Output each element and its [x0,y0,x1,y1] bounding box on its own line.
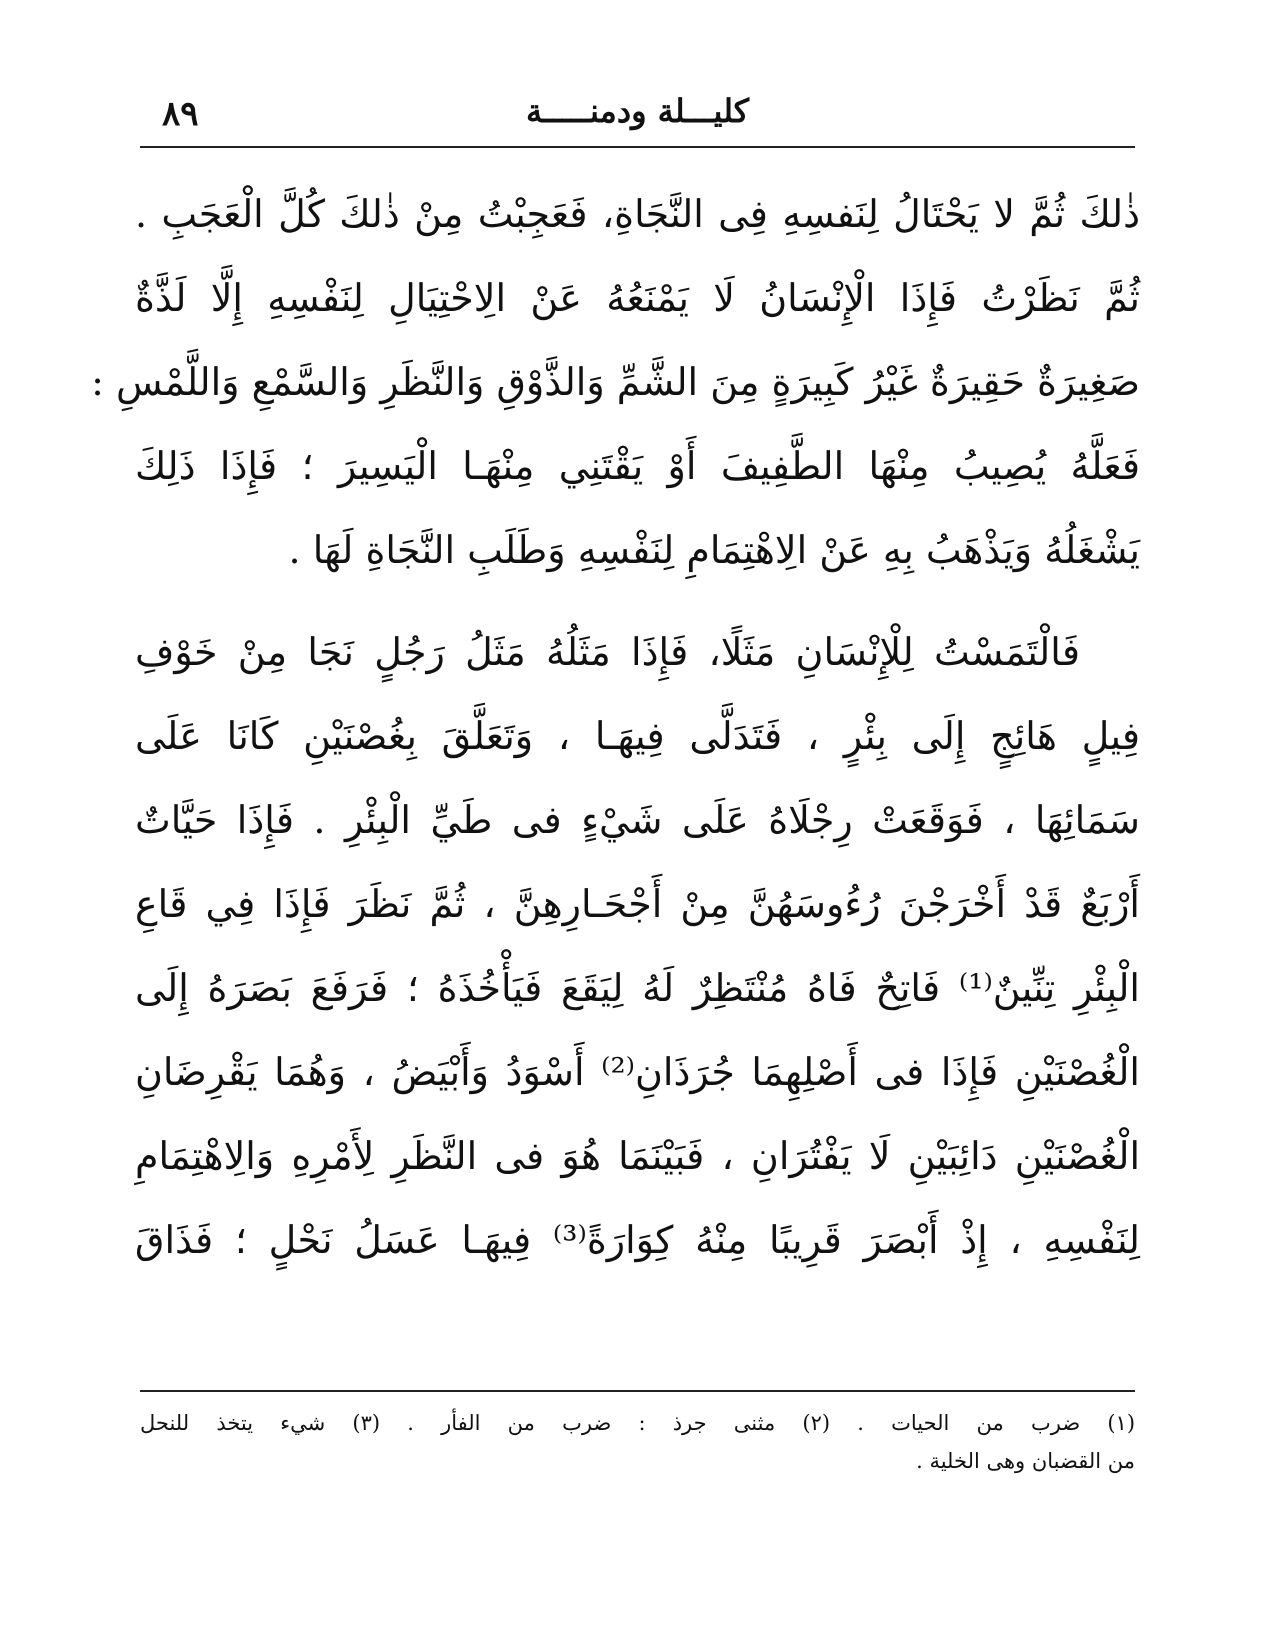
text-line: يَشْغَلُهُ وَيَذْهَبُ بِهِ عَنْ الِاهْتِمَامِ لِنَفْسِهِ وَطَلَبِ النَّجَاةِ لَهَا . [288,528,1140,572]
text-line: لِنَفْسِهِ ، إِذْ أَبْصَرَ قَرِيبًا مِنْهُ كِوَارَةً⁽³⁾ فِيهَـا عَسَلُ نَحْلٍ ؛ فَذَاقَ [135,1218,1140,1262]
text-line: فَعَلَّهُ يُصِيبُ مِنْهَا الطَّفِيفَ أَوْ يَقْتَنِي مِنْهَـا الْيَسِيرَ ؛ فَإِذَا ذَلِكَ [135,444,1140,488]
text-line: الْغُصْنَيْنِ دَائِبَيْنِ لَا يَفْتُرَانِ ، فَبَيْنَمَا هُوَ فى النَّظَرِ لِأَمْرِهِ وَالِاهْتِمَامِ [135,1134,1140,1178]
header-rule [140,146,1135,148]
text-line: الْبِئْرِ تِنِّينٌ⁽¹⁾ فَاتِحٌ فَاهُ مُنْتَظِرٌ لَهُ لِيَقَعَ فَيَأْخُذَهُ ؛ فَرَفَعَ بَصَرَهُ إِلَى [135,966,1140,1010]
text-line: ثُمَّ نَظَرْتُ فَإِذَا الْإِنْسَانُ لَا يَمْنَعُهُ عَنْ الِاحْتِيَالِ لِنَفْسِهِ إِلَّا لَذَّةٌ [135,276,1140,320]
text-line: الْغُصْنَيْنِ فَإِذَا فى أَصْلِهِمَا جُرَذَانِ⁽²⁾ أَسْوَدُ وَأَبْيَضُ ، وَهُمَا يَقْرِضَانِ [135,1050,1140,1094]
text-line: فِيلٍ هَائِجٍ إِلَى بِئْرٍ ، فَتَدَلَّى فِيهَـا ، وَتَعَلَّقَ بِغُصْنَيْنِ كَانَا عَلَى [135,714,1140,758]
body-text [91,172,1140,1282]
book-title: كليـــلة ودمنـــــة [525,92,750,130]
footnote-line: (١) ضرب من الحيات . (٢) مثنى جرذ : ضرب من الفأر . (٣) شيء يتخذ للنحل [140,1411,1136,1435]
text-line: سَمَائِهَا ، فَوَقَعَتْ رِجْلَاهُ عَلَى شَيْءٍ فى طَيِّ الْبِئْرِ . فَإِذَا حَيَّاتٌ [135,798,1140,842]
text-line: فَالْتَمَسْتُ لِلْإِنْسَانِ مَثَلًا، فَإِذَا مَثَلُهُ مَثَلُ رَجُلٍ نَجَا مِنْ خَوْفِ [135,630,1080,674]
text-line: ذٰلكَ ثُمَّ لا يَحْتَالُ لِنَفسِهِ فِى النَّجَاةِ، فَعَجِبْتُ مِنْ ذٰلكَ كُلَّ الْعَجَبِ . [135,192,1140,236]
text-line: صَغِيرَةٌ حَقِيرَةٌ غَيْرُ كَبِيرَةٍ مِنَ الشَّمِّ وَالذَّوْقِ وَالنَّظَرِ وَالسَّمْعِ وَاللَّمْسِ : [91,360,1140,404]
footnote-line: من القضبان وهى الخلية . [916,1449,1135,1473]
page-number: ٨٩ [162,94,199,134]
text-line: أَرْبَعٌ قَدْ أَخْرَجْنَ رُءُوسَهُنَّ مِنْ أَجْحَـارِهِنَّ ، ثُمَّ نَظَرَ فَإِذَا فِي قَاعِ [135,882,1140,926]
footnotes [140,1404,1135,1480]
running-head [140,88,1135,138]
paragraph-gap [135,592,1140,610]
footnote-rule [140,1390,1135,1392]
